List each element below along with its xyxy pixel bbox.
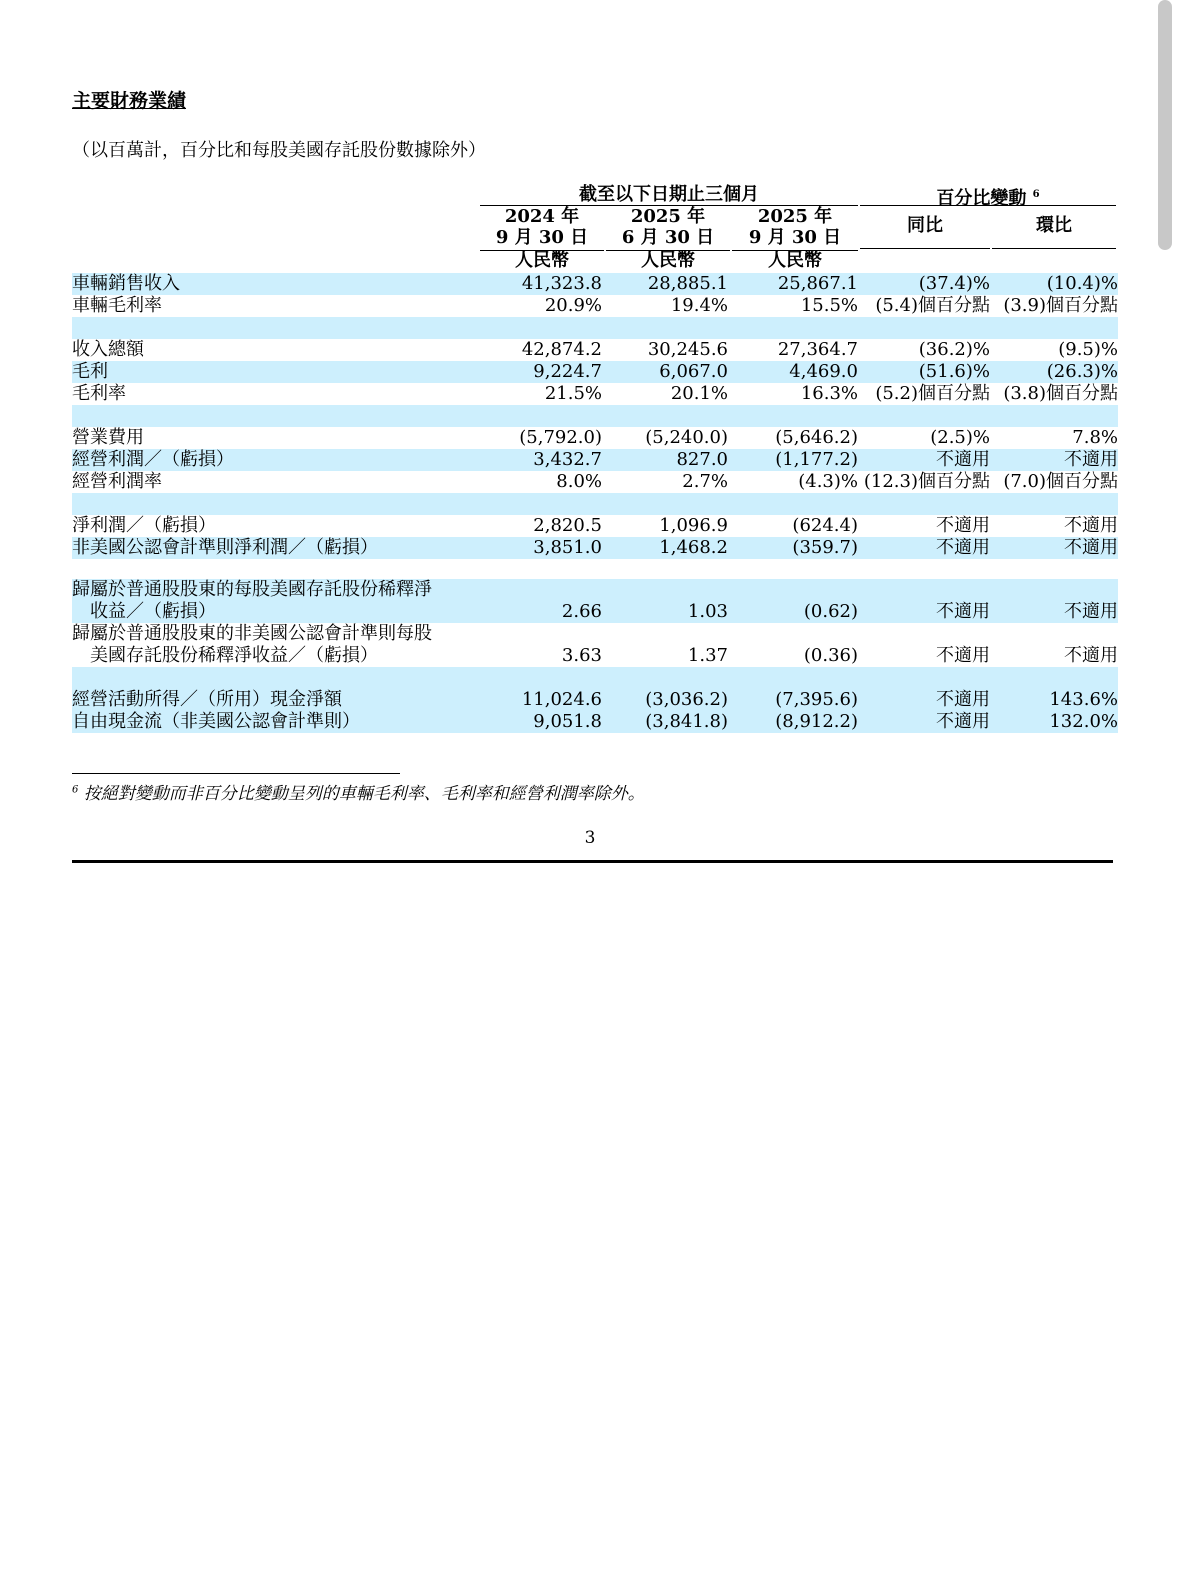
cell: (0.36)	[803, 645, 858, 666]
row-label: 經營利潤／（虧損）	[72, 449, 234, 470]
col3-currency: 人民幣	[768, 250, 822, 271]
cell: 143.6%	[1049, 689, 1118, 710]
cell: (5,646.2)	[775, 427, 858, 448]
col2-year: 2025 年	[630, 206, 706, 227]
cell: (12.3)個百分點	[863, 471, 990, 492]
cell: (8,912.2)	[775, 711, 858, 732]
column-header-3	[732, 206, 858, 248]
page-bottom-rule	[72, 860, 1113, 863]
col1-date: 9 月 30 日	[495, 227, 589, 248]
spacer-row	[72, 493, 1118, 515]
cell: 27,364.7	[777, 339, 858, 360]
col2-currency: 人民幣	[641, 250, 695, 271]
table-row	[72, 295, 1118, 317]
table-row	[72, 361, 1118, 383]
cell: (9.5)%	[1058, 339, 1118, 360]
row-label: 淨利潤／（虧損）	[72, 515, 216, 536]
cell: 3,432.7	[533, 449, 602, 470]
footnote	[72, 779, 645, 804]
cell: (3,841.8)	[645, 711, 728, 732]
period-group-header: 截至以下日期止三個月	[579, 184, 759, 205]
col1-year: 2024 年	[504, 206, 580, 227]
col3-year: 2025 年	[757, 206, 833, 227]
cell: 20.9%	[544, 295, 602, 316]
row-label: 車輛銷售收入	[72, 273, 180, 294]
cell: 2.66	[561, 601, 602, 622]
column-header-2	[606, 206, 730, 248]
cell: 7.8%	[1072, 427, 1118, 448]
footnote-rule	[72, 773, 400, 774]
col3-date: 9 月 30 日	[748, 227, 842, 248]
footnote-marker: 6	[72, 784, 79, 796]
table-row	[72, 449, 1118, 471]
cell: 2,820.5	[533, 515, 602, 536]
cell: (1,177.2)	[775, 449, 858, 470]
row-label: 毛利率	[72, 383, 126, 404]
cell: 3,851.0	[533, 537, 602, 558]
cell: 不適用	[1064, 537, 1118, 558]
yoy-header: 同比	[907, 215, 943, 236]
cell: (7,395.6)	[775, 689, 858, 710]
row-label: 營業費用	[72, 427, 144, 448]
scrollbar-thumb[interactable]	[1158, 0, 1172, 250]
table-row	[72, 711, 1118, 733]
cell: (3.9)個百分點	[1003, 295, 1118, 316]
cell: 2.7%	[682, 471, 728, 492]
table-row	[72, 579, 1118, 623]
change-group-footnote-marker: 6	[1032, 189, 1040, 200]
cell: 不適用	[936, 689, 990, 710]
cell: 9,051.8	[533, 711, 602, 732]
row-label: 歸屬於普通股股東的每股美國存託股份稀釋淨	[72, 579, 432, 600]
cell: 不適用	[1064, 601, 1118, 622]
table-row	[72, 383, 1118, 405]
row-label: 經營活動所得／（所用）現金淨額	[72, 689, 342, 710]
cell: 1,468.2	[659, 537, 728, 558]
cell: (10.4)%	[1046, 273, 1118, 294]
cell: (624.4)	[792, 515, 858, 536]
cell: 1,096.9	[659, 515, 728, 536]
cell: (5.2)個百分點	[875, 383, 990, 404]
col1-currency: 人民幣	[515, 250, 569, 271]
cell: (3.8)個百分點	[1003, 383, 1118, 404]
cell: 3.63	[561, 645, 602, 666]
cell: 132.0%	[1049, 711, 1118, 732]
cell: 30,245.6	[647, 339, 728, 360]
cell: (7.0)個百分點	[1003, 471, 1118, 492]
cell: 不適用	[936, 515, 990, 536]
cell: (26.3)%	[1046, 361, 1118, 382]
row-label: 毛利	[72, 361, 108, 382]
table-row	[72, 273, 1118, 295]
qoq-rule	[992, 248, 1116, 249]
section-heading: 主要財務業績	[72, 90, 187, 112]
cell: 41,323.8	[521, 273, 602, 294]
cell: (5,792.0)	[519, 427, 602, 448]
cell: (5,240.0)	[645, 427, 728, 448]
cell: 21.5%	[544, 383, 602, 404]
cell: 15.5%	[800, 295, 858, 316]
cell: (5.4)個百分點	[875, 295, 990, 316]
table-row	[72, 537, 1118, 559]
cell: (37.4)%	[918, 273, 990, 294]
cell: 1.03	[687, 601, 728, 622]
cell: 不適用	[936, 449, 990, 470]
cell: 1.37	[687, 645, 728, 666]
cell: 不適用	[1064, 645, 1118, 666]
cell: 28,885.1	[647, 273, 728, 294]
table-row	[72, 689, 1118, 711]
cell: 不適用	[1064, 515, 1118, 536]
cell: 4,469.0	[789, 361, 858, 382]
units-note: （以百萬計，百分比和每股美國存託股份數據除外）	[72, 140, 486, 161]
table-row	[72, 515, 1118, 537]
spacer-row	[72, 317, 1118, 339]
spacer-row	[72, 405, 1118, 427]
column-header-1	[480, 206, 604, 248]
row-label-continuation: 收益／（虧損）	[90, 601, 216, 622]
row-label: 車輛毛利率	[72, 295, 162, 316]
cell: 20.1%	[670, 383, 728, 404]
cell: 不適用	[936, 601, 990, 622]
change-group-label: 百分比變動	[936, 188, 1027, 209]
cell: (3,036.2)	[645, 689, 728, 710]
cell: (359.7)	[792, 537, 858, 558]
cell: (4.3)%	[798, 471, 858, 492]
cell: 16.3%	[800, 383, 858, 404]
cell: 不適用	[1064, 449, 1118, 470]
table-row	[72, 623, 1118, 667]
cell: (2.5)%	[930, 427, 990, 448]
cell: (36.2)%	[918, 339, 990, 360]
spacer-row	[72, 667, 1118, 689]
cell: 11,024.6	[521, 689, 602, 710]
change-group-header	[860, 183, 1116, 207]
cell: 19.4%	[670, 295, 728, 316]
page-number: 3	[584, 828, 596, 848]
change-group-rule	[860, 205, 1116, 206]
footnote-text: 按絕對變動而非百分比變動呈列的車輛毛利率、毛利率和經營利潤率除外。	[83, 784, 645, 804]
cell: 6,067.0	[659, 361, 728, 382]
cell: 42,874.2	[521, 339, 602, 360]
col2-date: 6 月 30 日	[621, 227, 715, 248]
row-label: 自由現金流（非美國公認會計準則）	[72, 711, 360, 732]
cell: 25,867.1	[777, 273, 858, 294]
yoy-rule	[860, 248, 990, 249]
row-label-continuation: 美國存託股份稀釋淨收益／（虧損）	[90, 645, 378, 666]
table-row	[72, 471, 1118, 493]
row-label: 經營利潤率	[72, 471, 162, 492]
cell: 不適用	[936, 645, 990, 666]
row-label: 非美國公認會計準則淨利潤／（虧損）	[72, 537, 378, 558]
table-row	[72, 427, 1118, 449]
cell: 9,224.7	[533, 361, 602, 382]
row-label: 歸屬於普通股股東的非美國公認會計準則每股	[72, 623, 432, 644]
cell: (51.6)%	[918, 361, 990, 382]
cell: (0.62)	[803, 601, 858, 622]
qoq-header: 環比	[1036, 215, 1072, 236]
cell: 827.0	[676, 449, 728, 470]
cell: 不適用	[936, 537, 990, 558]
table-row	[72, 339, 1118, 361]
cell: 不適用	[936, 711, 990, 732]
row-label: 收入總額	[72, 339, 144, 360]
cell: 8.0%	[556, 471, 602, 492]
